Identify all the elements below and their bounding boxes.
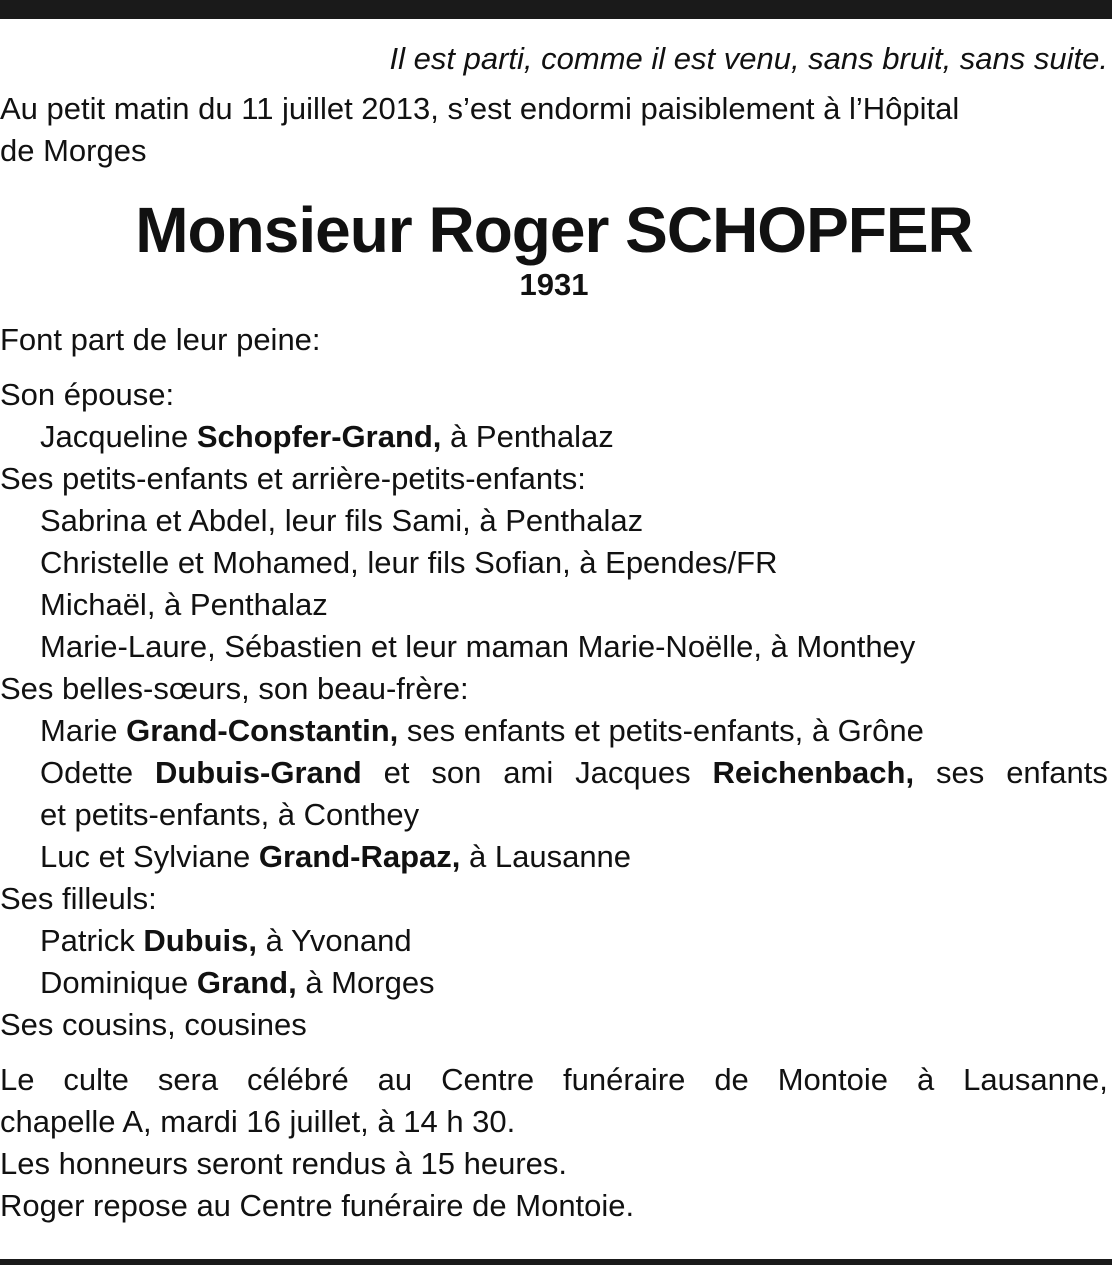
service-word: funéraire [563, 1062, 686, 1097]
luc-first: Luc et Sylviane [40, 839, 259, 874]
marie-rest: ses enfants et petits-enfants, à Grône [398, 713, 924, 748]
grandchildren-item: Marie-Laure, Sébastien et leur maman Marie-Noëlle, à Monthey [40, 629, 916, 664]
odette-word: ses [936, 755, 985, 790]
dominique-first: Dominique [40, 965, 197, 1000]
godchildren-heading: Ses filleuls: [0, 881, 157, 916]
announcement-line-2: de Morges [0, 133, 147, 168]
patrick-surname: Dubuis, [143, 923, 258, 958]
notice-body [0, 38, 1108, 1227]
odette-word: enfants [1006, 755, 1108, 790]
top-rule [0, 0, 1112, 19]
inlaw-entry-odette-cont: et petits-enfants, à Conthey [40, 797, 420, 832]
service-word: Centre [441, 1062, 535, 1097]
odette-word: ami [503, 755, 554, 790]
intro-line: Font part de leur peine: [0, 322, 321, 357]
service-word: Montoie [777, 1062, 889, 1097]
grandchildren-item: Sabrina et Abdel, leur fils Sami, à Penthalaz [40, 503, 644, 538]
odette-word: et [383, 755, 410, 790]
epigraph: Il est parti, comme il est venu, sans bruit, sans suite. [389, 41, 1108, 76]
service-word: de [714, 1062, 749, 1097]
deceased-year: 1931 [519, 267, 589, 302]
service-word: Le [0, 1062, 35, 1097]
godchild-entry-dominique [0, 962, 1108, 1004]
inlaws-heading: Ses belles-sœurs, son beau-frère: [0, 671, 469, 706]
service-word: à [916, 1062, 935, 1097]
inlaw-entry-odette [0, 752, 1108, 794]
grandchildren-item: Michaël, à Penthalaz [40, 587, 328, 622]
odette-word: Odette [40, 755, 134, 790]
grandchildren-item: Christelle et Mohamed, leur fils Sofian, à Ependes/FR [40, 545, 778, 580]
cousins-line: Ses cousins, cousines [0, 1007, 307, 1042]
luc-place: à Lausanne [460, 839, 632, 874]
announcement-line-1: Au petit matin du 11 juillet 2013, s’est endormi paisiblement à l’Hôpital [0, 91, 960, 126]
patrick-first: Patrick [40, 923, 144, 958]
repose-line: Roger repose au Centre funéraire de Montoie. [0, 1188, 635, 1223]
odette-word: son [431, 755, 482, 790]
marie-surname: Grand-Constantin, [126, 713, 399, 748]
deceased-name: Monsieur Roger SCHOPFER [135, 194, 973, 266]
dominique-place: à Morges [296, 965, 435, 1000]
service-line-2: chapelle A, mardi 16 juillet, à 14 h 30. [0, 1104, 516, 1139]
bottom-rule [0, 1259, 1112, 1265]
service-word: sera [157, 1062, 219, 1097]
godchild-entry-patrick [0, 920, 1108, 962]
odette-friend-surname: Reichenbach, [712, 755, 915, 790]
service-word: Lausanne, [963, 1062, 1108, 1097]
patrick-place: à Yvonand [257, 923, 412, 958]
marie-first: Marie [40, 713, 127, 748]
spouse-heading: Son épouse: [0, 377, 175, 412]
service-line-1 [0, 1059, 1108, 1101]
spouse-surname: Schopfer-Grand, [196, 419, 442, 454]
inlaw-entry-luc [0, 836, 1108, 878]
luc-surname: Grand-Rapaz, [258, 839, 461, 874]
spouse-entry [0, 416, 1108, 458]
spouse-place: à Penthalaz [441, 419, 614, 454]
service-word: célébré [247, 1062, 349, 1097]
inlaw-entry-marie [0, 710, 1108, 752]
honours-line: Les honneurs seront rendus à 15 heures. [0, 1146, 567, 1181]
service-word: culte [63, 1062, 129, 1097]
announcement [0, 88, 1108, 172]
dominique-surname: Grand, [196, 965, 297, 1000]
grandchildren-heading: Ses petits-enfants et arrière-petits-enfants: [0, 461, 586, 496]
odette-word: Jacques [575, 755, 691, 790]
odette-surname: Dubuis-Grand [154, 755, 362, 790]
service-word: au [377, 1062, 413, 1097]
spouse-first: Jacqueline [40, 419, 197, 454]
